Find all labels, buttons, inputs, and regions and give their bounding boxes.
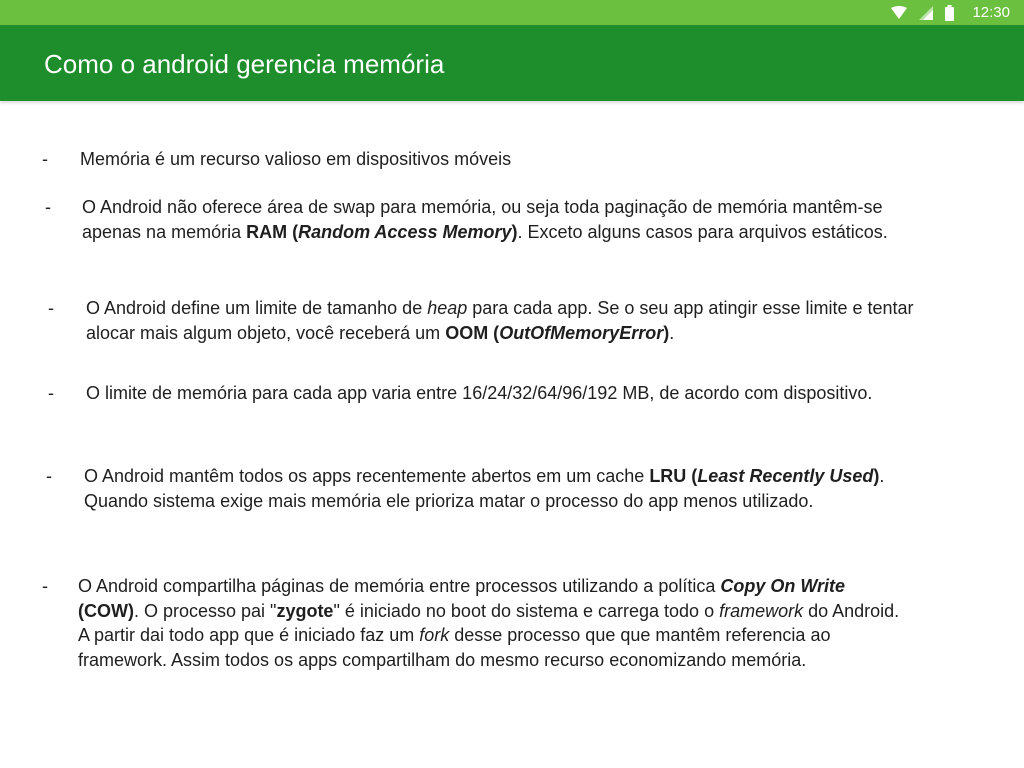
page-title: Como o android gerencia memória (44, 49, 445, 79)
bullet-text: O Android não oferece área de swap para memória, ou seja toda paginação de memória mantêm-se apenas na memória RAM (Random Access Memory). Exceto alguns casos para arquivos estáticos. (82, 197, 888, 242)
bullet-dash: - (42, 149, 48, 169)
app-bar (0, 25, 1024, 101)
bullet-text: O limite de memória para cada app varia entre 16/24/32/64/96/192 MB, de acordo com dispositivo. (86, 383, 873, 403)
bullet-text: Memória é um recurso valioso em dispositivos móveis (80, 149, 512, 169)
wifi-icon (891, 6, 907, 19)
status-clock: 12:30 (972, 4, 1010, 21)
bullet-dash: - (42, 576, 48, 596)
battery-icon (945, 5, 954, 21)
status-icons (891, 0, 1010, 25)
bullet-text: O Android mantêm todos os apps recentemente abertos em um cache LRU (Least Recently Used). Quando sistema exige mais memória ele prioriza matar o processo do app menos utilizado. (84, 466, 885, 511)
bullet-dash: - (48, 298, 54, 318)
bullet-text: O Android define um limite de tamanho de heap para cada app. Se o seu app atingir esse limite e tentar alocar mais algum objeto, você receberá um OOM (OutOfMemoryError). (86, 298, 914, 343)
status-bar (0, 0, 1024, 25)
bullet-text: O Android compartilha páginas de memória entre processos utilizando a política Copy On Write (COW). O processo pai "zygote" é iniciado no boot do sistema e carrega todo o framework do Android. A partir dai todo app que é iniciado faz um fork desse processo que que mantêm referencia ao framework. Assim todos os apps compartilham do mesmo recurso economizando memória. (78, 576, 900, 670)
bullet-dash: - (48, 383, 54, 403)
bullet-dash: - (45, 197, 51, 217)
bullet-dash: - (46, 466, 52, 486)
signal-icon (919, 6, 933, 20)
